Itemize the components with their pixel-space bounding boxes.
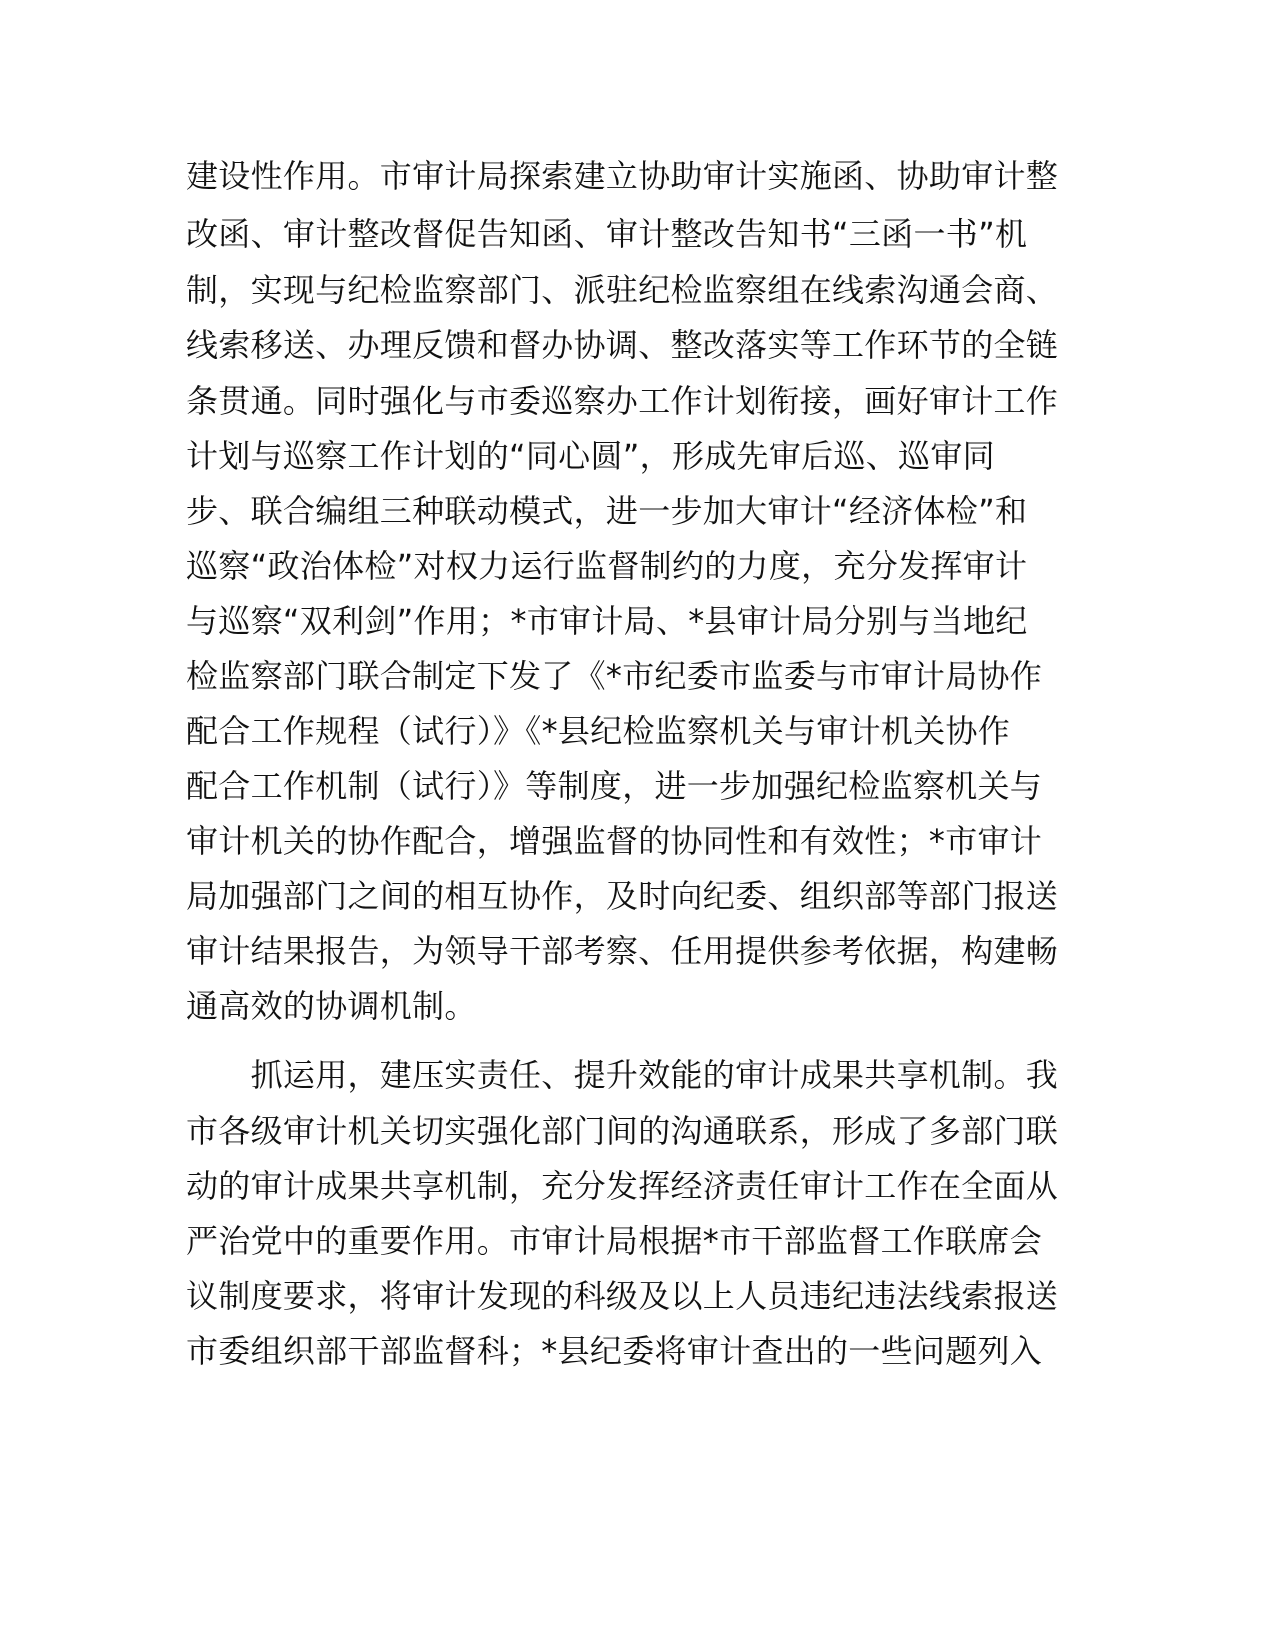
text-line: 改函、审计整改督促告知函、审计整改告知书“三函一书”机 xyxy=(186,215,1028,253)
text-line: 条贯通。同时强化与市委巡察办工作计划衔接，画好审计工作 xyxy=(186,382,1059,420)
text-line: 步、联合编组三种联动模式，进一步加大审计“经济体检”和 xyxy=(186,492,1028,530)
text-line: 审计结果报告，为领导干部考察、任用提供参考依据，构建畅 xyxy=(186,932,1059,970)
text-line: 通高效的协调机制。 xyxy=(186,987,477,1025)
text-line: 制，实现与纪检监察部门、派驻纪检监察组在线索沟通会商、 xyxy=(186,271,1059,309)
text-line: 市各级审计机关切实强化部门间的沟通联系，形成了多部门联 xyxy=(186,1112,1059,1150)
text-line: 市委组织部干部监督科；*县纪委将审计查出的一些问题列入 xyxy=(186,1332,1043,1370)
text-line: 审计机关的协作配合，增强监督的协同性和有效性；*市审计 xyxy=(186,822,1043,860)
text-line: 计划与巡察工作计划的“同心圆”，形成先审后巡、巡审同 xyxy=(186,437,995,475)
text-line: 抓运用，建压实责任、提升效能的审计成果共享机制。我 xyxy=(186,1056,1059,1094)
text-line: 线索移送、办理反馈和督办协调、整改落实等工作环节的全链 xyxy=(186,326,1059,364)
text-line: 配合工作规程（试行）》《*县纪检监察机关与审计机关协作 xyxy=(186,712,1011,750)
text-line: 动的审计成果共享机制，充分发挥经济责任审计工作在全面从 xyxy=(186,1167,1059,1205)
text-line: 配合工作机制（试行）》等制度，进一步加强纪检监察机关与 xyxy=(186,767,1043,805)
text-line: 检监察部门联合制定下发了《*市纪委市监委与市审计局协作 xyxy=(186,657,1043,695)
text-line: 巡察“政治体检”对权力运行监督制约的力度，充分发挥审计 xyxy=(186,547,1028,585)
text-line: 局加强部门之间的相互协作，及时向纪委、组织部等部门报送 xyxy=(186,877,1059,915)
text-line: 建设性作用。市审计局探索建立协助审计实施函、协助审计整 xyxy=(186,157,1059,195)
text-line: 议制度要求，将审计发现的科级及以上人员违纪违法线索报送 xyxy=(186,1277,1059,1315)
text-line: 与巡察“双利剑”作用；*市审计局、*县审计局分别与当地纪 xyxy=(186,602,1028,640)
text-line: 严治党中的重要作用。市审计局根据*市干部监督工作联席会 xyxy=(186,1222,1043,1260)
